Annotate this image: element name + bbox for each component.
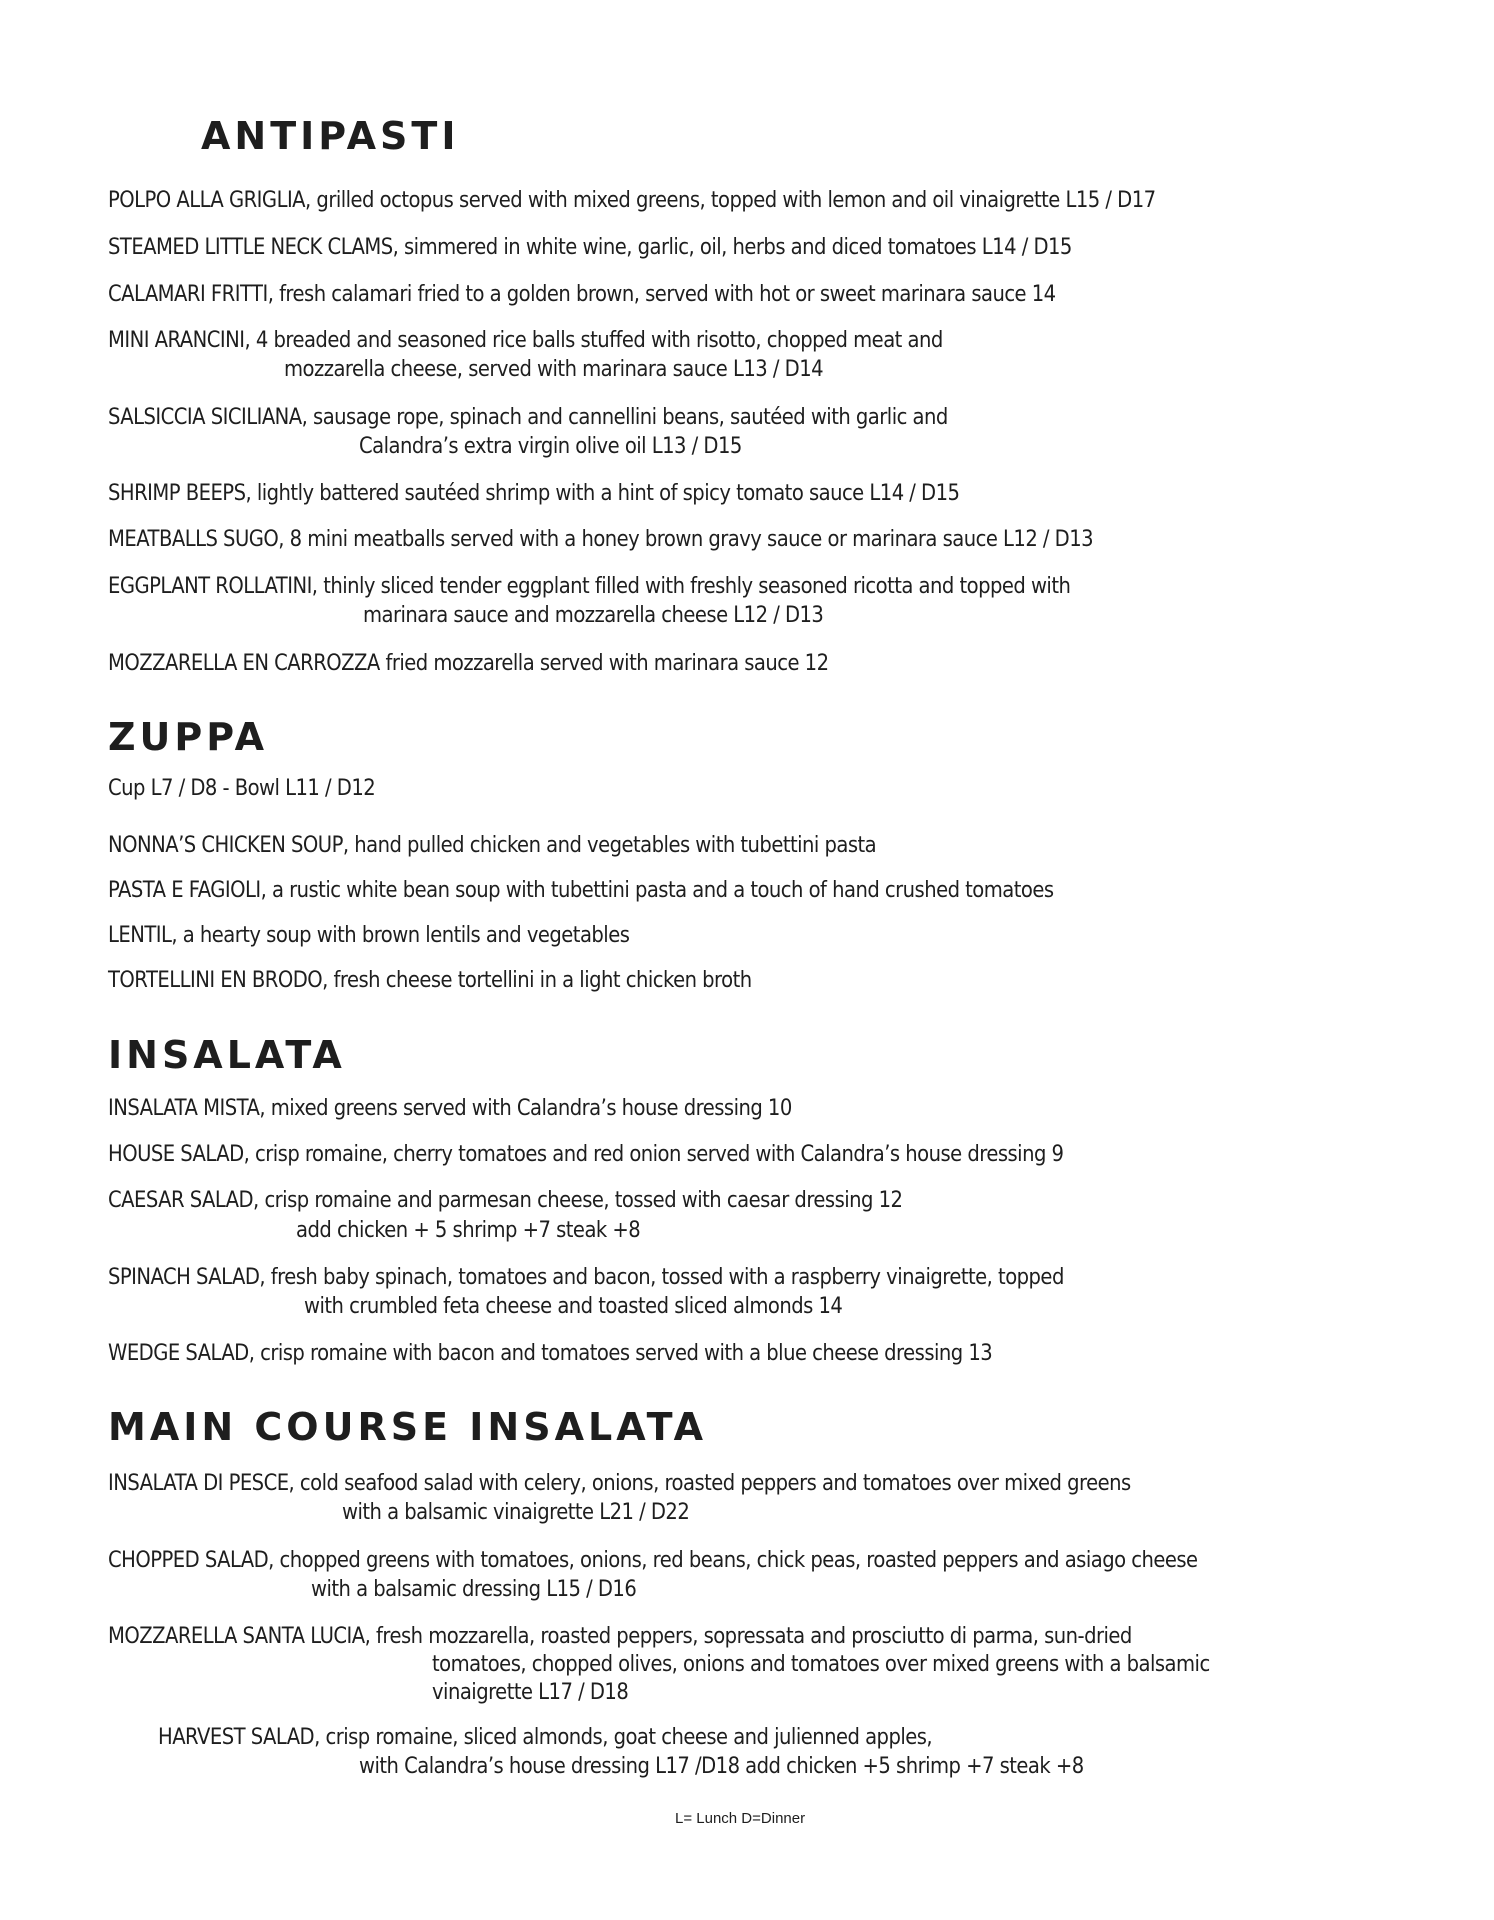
lunch-dinner-legend: L= Lunch D=Dinner xyxy=(675,1810,806,1827)
menu-item-shrimp-beeps: SHRIMP BEEPS, lightly battered sautéed shrimp with a hint of spicy tomato sauce L14 / D15 xyxy=(108,481,960,506)
menu-item-mini-arancini-continued: mozzarella cheese, served with marinara sauce L13 / D14 xyxy=(284,357,824,382)
menu-item-mozzarella-santa-lucia: MOZZARELLA SANTA LUCIA, fresh mozzarella, roasted peppers, sopressata and prosciutto di parma, sun-dried xyxy=(108,1624,1132,1649)
menu-item-insalata-mista: INSALATA MISTA, mixed greens served with Calandra’s house dressing 10 xyxy=(108,1096,792,1121)
menu-item-polpo-alla-griglia: POLPO ALLA GRIGLIA, grilled octopus served with mixed greens, topped with lemon and oil vinaigrette L15 / D17 xyxy=(108,188,1156,213)
menu-item-salsiccia-siciliana: SALSICCIA SICILIANA, sausage rope, spinach and cannellini beans, sautéed with garlic and xyxy=(108,405,948,430)
menu-item-nonnas-chicken-soup: NONNA’S CHICKEN SOUP, hand pulled chicken and vegetables with tubettini pasta xyxy=(108,833,877,858)
section-heading-insalata: INSALATA xyxy=(108,1033,346,1077)
menu-item-wedge-salad: WEDGE SALAD, crisp romaine with bacon and tomatoes served with a blue cheese dressing 13 xyxy=(108,1341,993,1366)
zuppa-size-prices: Cup L7 / D8 - Bowl L11 / D12 xyxy=(108,776,376,801)
menu-item-caesar-salad: CAESAR SALAD, crisp romaine and parmesan cheese, tossed with caesar dressing 12 xyxy=(108,1188,903,1213)
section-heading-antipasti: ANTIPASTI xyxy=(201,114,460,158)
menu-item-mini-arancini: MINI ARANCINI, 4 breaded and seasoned rice balls stuffed with risotto, chopped meat and xyxy=(108,328,943,353)
menu-item-meatballs-sugo: MEATBALLS SUGO, 8 mini meatballs served with a honey brown gravy sauce or marinara sauce L12 / D13 xyxy=(108,527,1094,552)
menu-item-salsiccia-siciliana-continued: Calandra’s extra virgin olive oil L13 / D15 xyxy=(359,434,742,459)
menu-item-harvest-salad: HARVEST SALAD, crisp romaine, sliced almonds, goat cheese and julienned apples, xyxy=(158,1725,933,1750)
menu-item-mozzarella-santa-lucia-continued-2: vinaigrette L17 / D18 xyxy=(432,1680,629,1705)
menu-item-chopped-salad-continued: with a balsamic dressing L15 / D16 xyxy=(311,1577,637,1602)
menu-item-mozzarella-santa-lucia-continued-1: tomatoes, chopped olives, onions and tomatoes over mixed greens with a balsamic xyxy=(432,1652,1210,1677)
menu-item-calamari-fritti: CALAMARI FRITTI, fresh calamari fried to a golden brown, served with hot or sweet marinara sauce 14 xyxy=(108,282,1056,307)
menu-item-spinach-salad-continued: with crumbled feta cheese and toasted sliced almonds 14 xyxy=(304,1294,843,1319)
menu-item-tortellini-en-brodo: TORTELLINI EN BRODO, fresh cheese tortellini in a light chicken broth xyxy=(108,968,752,993)
menu-item-insalata-di-pesce: INSALATA DI PESCE, cold seafood salad with celery, onions, roasted peppers and tomatoes over mixed greens xyxy=(108,1471,1131,1496)
menu-item-house-salad: HOUSE SALAD, crisp romaine, cherry tomatoes and red onion served with Calandra’s house dressing 9 xyxy=(108,1142,1064,1167)
menu-item-caesar-salad-addons: add chicken + 5 shrimp +7 steak +8 xyxy=(296,1218,641,1243)
menu-item-spinach-salad: SPINACH SALAD, fresh baby spinach, tomatoes and bacon, tossed with a raspberry vinaigrette, topped xyxy=(108,1265,1064,1290)
menu-item-eggplant-rollatini: EGGPLANT ROLLATINI, thinly sliced tender eggplant filled with freshly seasoned ricotta and topped with xyxy=(108,574,1071,599)
menu-item-insalata-di-pesce-continued: with a balsamic vinaigrette L21 / D22 xyxy=(342,1500,690,1525)
menu-item-mozzarella-en-carrozza: MOZZARELLA EN CARROZZA fried mozzarella served with marinara sauce 12 xyxy=(108,651,829,676)
menu-item-steamed-clams: STEAMED LITTLE NECK CLAMS, simmered in white wine, garlic, oil, herbs and diced tomatoes L14 / D15 xyxy=(108,235,1072,260)
section-heading-zuppa: ZUPPA xyxy=(108,715,269,759)
menu-item-pasta-e-fagioli: PASTA E FAGIOLI, a rustic white bean soup with tubettini pasta and a touch of hand crushed tomatoes xyxy=(108,878,1054,903)
menu-item-eggplant-rollatini-continued: marinara sauce and mozzarella cheese L12 / D13 xyxy=(363,603,824,628)
section-heading-main-course-insalata: MAIN COURSE INSALATA xyxy=(108,1405,708,1449)
menu-item-lentil: LENTIL, a hearty soup with brown lentils and vegetables xyxy=(108,923,630,948)
menu-item-harvest-salad-continued: with Calandra’s house dressing L17 /D18 add chicken +5 shrimp +7 steak +8 xyxy=(359,1754,1084,1779)
menu-item-chopped-salad: CHOPPED SALAD, chopped greens with tomatoes, onions, red beans, chick peas, roasted peppers and asiago cheese xyxy=(108,1548,1198,1573)
